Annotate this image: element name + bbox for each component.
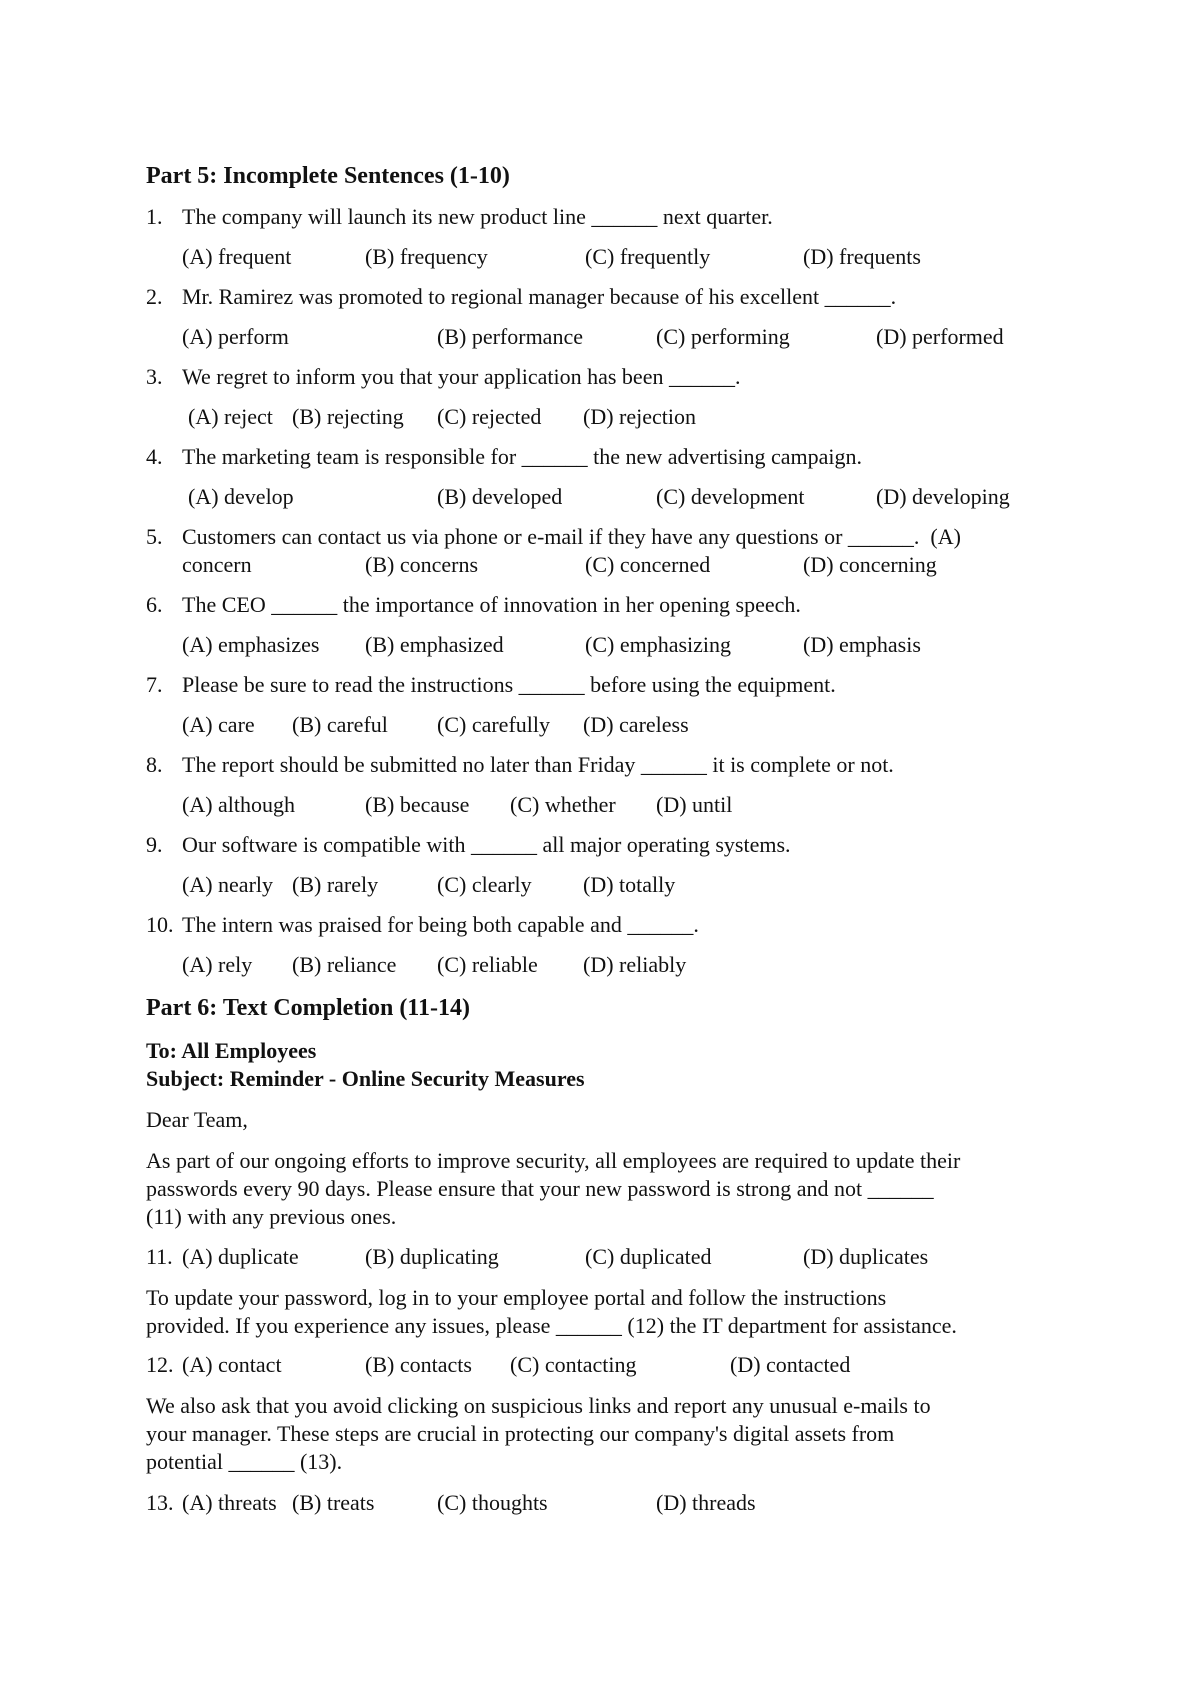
option-a: (A) contact	[182, 1352, 282, 1377]
option-c: (C) performing	[656, 324, 790, 349]
question-number: 9.	[146, 832, 163, 857]
question-number: 8.	[146, 752, 163, 777]
paragraph-line: passwords every 90 days. Please ensure that your new password is strong and not ______	[146, 1176, 934, 1201]
email-greeting: Dear Team,	[146, 1107, 248, 1132]
question-number: 7.	[146, 672, 163, 697]
option-d: (D) threads	[656, 1490, 756, 1515]
question-number: 12.	[146, 1352, 174, 1377]
option-d: (D) reliably	[583, 952, 687, 977]
question-number: 13.	[146, 1490, 174, 1515]
option-c: (C) carefully	[437, 712, 550, 737]
option-a: concern	[182, 552, 252, 577]
paragraph-line: potential ______ (13).	[146, 1449, 343, 1474]
option-d: (D) frequents	[803, 244, 921, 269]
email-subject-line: Subject: Reminder - Online Security Measures	[146, 1066, 585, 1091]
option-b: (B) treats	[292, 1490, 375, 1515]
option-c: (C) reliable	[437, 952, 538, 977]
paragraph-line: We also ask that you avoid clicking on suspicious links and report any unusual e-mails to	[146, 1393, 931, 1418]
option-d: (D) careless	[583, 712, 689, 737]
option-a: (A) although	[182, 792, 296, 817]
option-d: (D) duplicates	[803, 1244, 929, 1269]
question-number: 10.	[146, 912, 174, 937]
option-a: (A) care	[182, 712, 255, 737]
option-b: (B) because	[365, 792, 470, 817]
question-text: Mr. Ramirez was promoted to regional manager because of his excellent ______.	[182, 284, 897, 309]
option-d: (D) contacted	[730, 1352, 851, 1377]
email-to-line: To: All Employees	[146, 1038, 317, 1063]
option-b: (B) careful	[292, 712, 388, 737]
option-d: (D) developing	[876, 484, 1010, 509]
option-b: (B) emphasized	[365, 632, 504, 657]
paragraph-line: To update your password, log in to your employee portal and follow the instructions	[146, 1285, 887, 1310]
part6-title: Part 6: Text Completion (11-14)	[146, 995, 470, 1021]
option-b: (B) developed	[437, 484, 563, 509]
option-d: (D) concerning	[803, 552, 937, 577]
question-text: The intern was praised for being both capable and ______.	[182, 912, 699, 937]
option-c: (C) duplicated	[585, 1244, 712, 1269]
option-d: (D) until	[656, 792, 733, 817]
question-number: 4.	[146, 444, 163, 469]
question-number: 11.	[146, 1244, 173, 1269]
question-number: 2.	[146, 284, 163, 309]
option-c: (C) development	[656, 484, 805, 509]
option-c: (C) rejected	[437, 404, 542, 429]
question-text: The CEO ______ the importance of innovation in her opening speech.	[182, 592, 801, 617]
option-b: (B) rarely	[292, 872, 379, 897]
option-a: (A) threats	[182, 1490, 277, 1515]
option-c: (C) emphasizing	[585, 632, 732, 657]
question-text: The company will launch its new product line ______ next quarter.	[182, 204, 773, 229]
question-number: 6.	[146, 592, 163, 617]
option-b: (B) concerns	[365, 552, 479, 577]
option-c: (C) whether	[510, 792, 616, 817]
question-text: The marketing team is responsible for ______ the new advertising campaign.	[182, 444, 862, 469]
paragraph-line: provided. If you experience any issues, please ______ (12) the IT department for assistance.	[146, 1313, 957, 1338]
option-a: (A) rely	[182, 952, 253, 977]
question-text: The report should be submitted no later than Friday ______ it is complete or not.	[182, 752, 894, 777]
option-b: (B) duplicating	[365, 1244, 499, 1269]
option-a: (A) frequent	[182, 244, 292, 269]
option-a: (A) nearly	[182, 872, 274, 897]
question-number: 1.	[146, 204, 163, 229]
part5-title: Part 5: Incomplete Sentences (1-10)	[146, 163, 510, 189]
option-c: (C) concerned	[585, 552, 711, 577]
paragraph-line: (11) with any previous ones.	[146, 1204, 397, 1229]
option-c: (C) clearly	[437, 872, 532, 897]
option-b: (B) reliance	[292, 952, 397, 977]
question-number: 5.	[146, 524, 163, 549]
option-d: (D) totally	[583, 872, 676, 897]
paragraph-line: As part of our ongoing efforts to improve security, all employees are required to update their	[146, 1148, 961, 1173]
question-text: Customers can contact us via phone or e-mail if they have any questions or ______. (A)	[182, 524, 961, 549]
option-c: (C) frequently	[585, 244, 711, 269]
option-a: (A) emphasizes	[182, 632, 320, 657]
option-d: (D) rejection	[583, 404, 696, 429]
option-c: (C) contacting	[510, 1352, 637, 1377]
option-b: (B) contacts	[365, 1352, 472, 1377]
option-c: (C) thoughts	[437, 1490, 548, 1515]
option-d: (D) performed	[876, 324, 1004, 349]
question-text: Our software is compatible with ______ all major operating systems.	[182, 832, 791, 857]
option-a: (A) reject	[188, 404, 273, 429]
option-a: (A) perform	[182, 324, 289, 349]
option-a: (A) duplicate	[182, 1244, 299, 1269]
option-b: (B) frequency	[365, 244, 488, 269]
paragraph-line: your manager. These steps are crucial in protecting our company's digital assets from	[146, 1421, 895, 1446]
option-a: (A) develop	[188, 484, 294, 509]
option-b: (B) performance	[437, 324, 583, 349]
question-text: We regret to inform you that your application has been ______.	[182, 364, 741, 389]
question-text: Please be sure to read the instructions ______ before using the equipment.	[182, 672, 836, 697]
option-d: (D) emphasis	[803, 632, 921, 657]
question-number: 3.	[146, 364, 163, 389]
option-b: (B) rejecting	[292, 404, 404, 429]
